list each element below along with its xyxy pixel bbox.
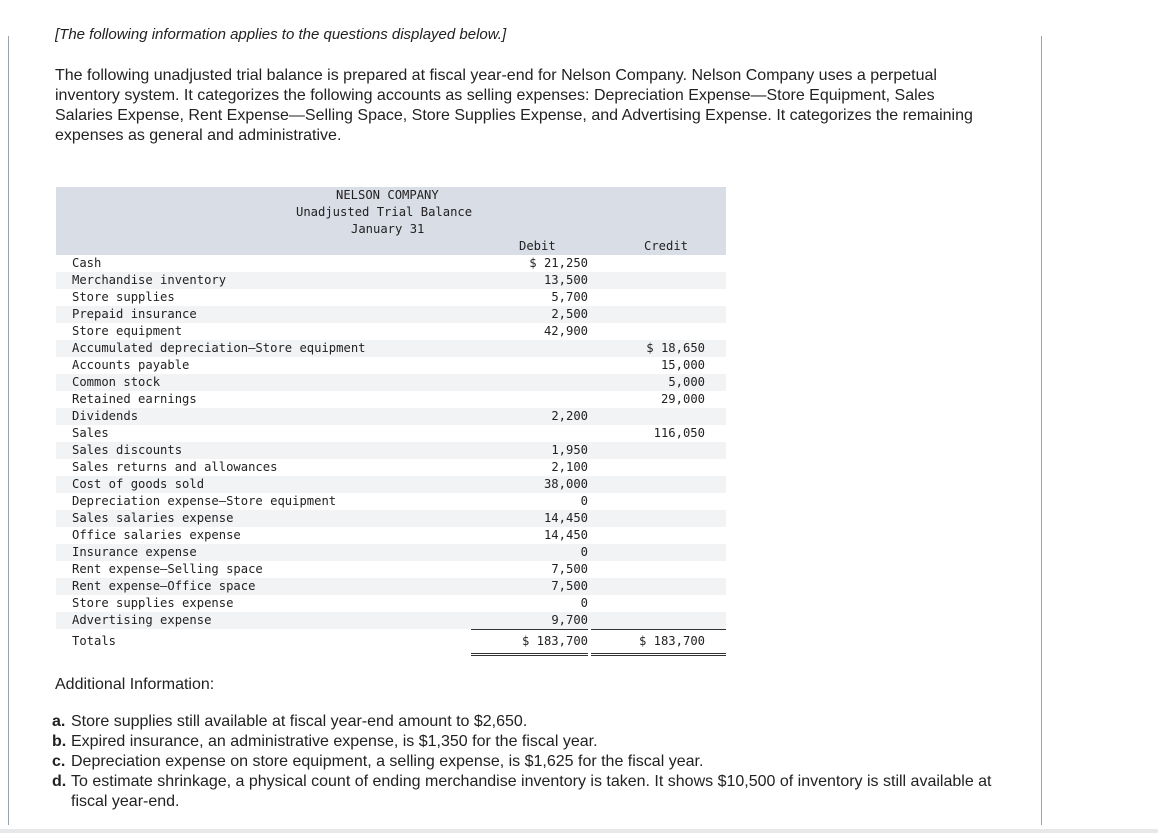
account-name: Store supplies: [72, 290, 175, 304]
debit-column-header: Debit: [519, 239, 556, 253]
table-row: [56, 595, 726, 612]
trial-balance-header: [56, 187, 726, 255]
right-border: [1041, 36, 1042, 825]
additional-info-list: [52, 712, 992, 812]
debit-amount: 5,700: [551, 290, 588, 304]
table-row: [56, 323, 726, 340]
trial-balance-table: [56, 187, 726, 654]
debit-amount: 2,500: [551, 307, 588, 321]
account-name: Prepaid insurance: [72, 307, 197, 321]
debit-amount: 13,500: [543, 273, 588, 287]
list-item: [52, 752, 992, 772]
list-item: [52, 712, 992, 732]
debit-amount: 9,700: [551, 613, 588, 627]
debit-amount: 0: [580, 545, 588, 559]
table-row: [56, 289, 726, 306]
table-row: [56, 255, 726, 272]
statement-title: Unadjusted Trial Balance: [296, 205, 473, 219]
debit-amount: 1,950: [551, 443, 588, 457]
totals-label: Totals: [72, 634, 117, 648]
credit-column-header: Credit: [644, 239, 689, 253]
total-debit: $ 183,700: [521, 634, 588, 648]
item-label: a.: [52, 713, 66, 730]
account-name: Cost of goods sold: [72, 477, 205, 491]
bottom-bar: [0, 829, 1158, 833]
account-name: Store equipment: [72, 324, 183, 338]
account-name: Office salaries expense: [72, 528, 241, 542]
debit-amount: $ 21,250: [529, 256, 588, 270]
table-row: [56, 340, 726, 357]
debit-amount: 2,100: [551, 460, 588, 474]
company-name: NELSON COMPANY: [336, 188, 439, 202]
account-name: Depreciation expense—Store equipment: [72, 494, 337, 508]
item-label: b.: [52, 733, 67, 750]
additional-info-title: Additional Information:: [55, 676, 215, 693]
table-row: [56, 459, 726, 476]
table-row: [56, 357, 726, 374]
statement-date: January 31: [351, 222, 425, 236]
table-row: [56, 408, 726, 425]
table-row: [56, 442, 726, 459]
credit-amount: 116,050: [653, 426, 705, 440]
trial-balance-rows: [56, 255, 726, 629]
account-name: Sales: [72, 426, 109, 440]
table-row: [56, 578, 726, 595]
table-row: [56, 493, 726, 510]
table-row: [56, 391, 726, 408]
list-item: [52, 732, 992, 752]
item-text: Store supplies still available at fiscal year-end amount to $2,650.: [71, 713, 528, 730]
account-name: Accounts payable: [72, 358, 190, 372]
debit-amount: 7,500: [551, 562, 588, 576]
intro-paragraph: The following unadjusted trial balance is prepared at fiscal year-end for Nelson Company. Nelson Company uses a perpetual inventory system. It categorizes the following accounts as selling expenses: Depreciation Expense—Store Equipment, Sales Salaries Expense, Rent Expense—Selling Space, Store Supplies Expense, and Advertising Expense. It categorizes the remaining expenses as general and administrative.: [55, 67, 973, 144]
table-row: [56, 527, 726, 544]
left-border: [8, 36, 9, 825]
table-row: [56, 544, 726, 561]
debit-amount: 0: [580, 494, 588, 508]
table-row: [56, 561, 726, 578]
account-name: Rent expense—Office space: [72, 579, 256, 593]
account-name: Merchandise inventory: [72, 273, 227, 287]
table-row: [56, 510, 726, 527]
credit-amount: 15,000: [660, 358, 705, 372]
total-credit: $ 183,700: [638, 634, 705, 648]
account-name: Sales discounts: [72, 443, 183, 457]
item-label: d.: [52, 773, 67, 790]
table-row: [56, 306, 726, 323]
account-name: Cash: [72, 256, 102, 270]
account-name: Dividends: [72, 409, 139, 423]
account-name: Store supplies expense: [72, 596, 234, 610]
table-row: [56, 425, 726, 442]
totals-row: [56, 629, 726, 654]
debit-amount: 2,200: [551, 409, 588, 423]
account-name: Insurance expense: [72, 545, 197, 559]
credit-amount: $ 18,650: [646, 341, 705, 355]
account-name: Sales returns and allowances: [72, 460, 278, 474]
table-row: [56, 374, 726, 391]
debit-amount: 38,000: [543, 477, 588, 491]
account-name: Sales salaries expense: [72, 511, 234, 525]
item-text: To estimate shrinkage, a physical count of ending merchandise inventory is taken. It shows $10,500 of inventory is still available at fiscal year-end.: [71, 773, 992, 810]
account-name: Accumulated depreciation—Store equipment: [72, 341, 366, 355]
account-name: Rent expense—Selling space: [72, 562, 263, 576]
item-text: Expired insurance, an administrative expense, is $1,350 for the fiscal year.: [71, 733, 598, 750]
credit-amount: 5,000: [668, 375, 705, 389]
table-row: [56, 612, 726, 629]
info-note: [The following information applies to the questions displayed below.]: [55, 26, 507, 43]
debit-amount: 42,900: [543, 324, 588, 338]
account-name: Advertising expense: [72, 613, 212, 627]
item-label: c.: [52, 753, 66, 770]
account-name: Retained earnings: [72, 392, 197, 406]
credit-amount: 29,000: [660, 392, 705, 406]
debit-amount: 14,450: [543, 528, 588, 542]
debit-amount: 0: [580, 596, 588, 610]
table-row: [56, 272, 726, 289]
debit-amount: 14,450: [543, 511, 588, 525]
debit-amount: 7,500: [551, 579, 588, 593]
list-item: [52, 772, 992, 812]
table-row: [56, 476, 726, 493]
item-text: Depreciation expense on store equipment, a selling expense, is $1,625 for the fiscal year.: [71, 753, 704, 770]
account-name: Common stock: [72, 375, 161, 389]
